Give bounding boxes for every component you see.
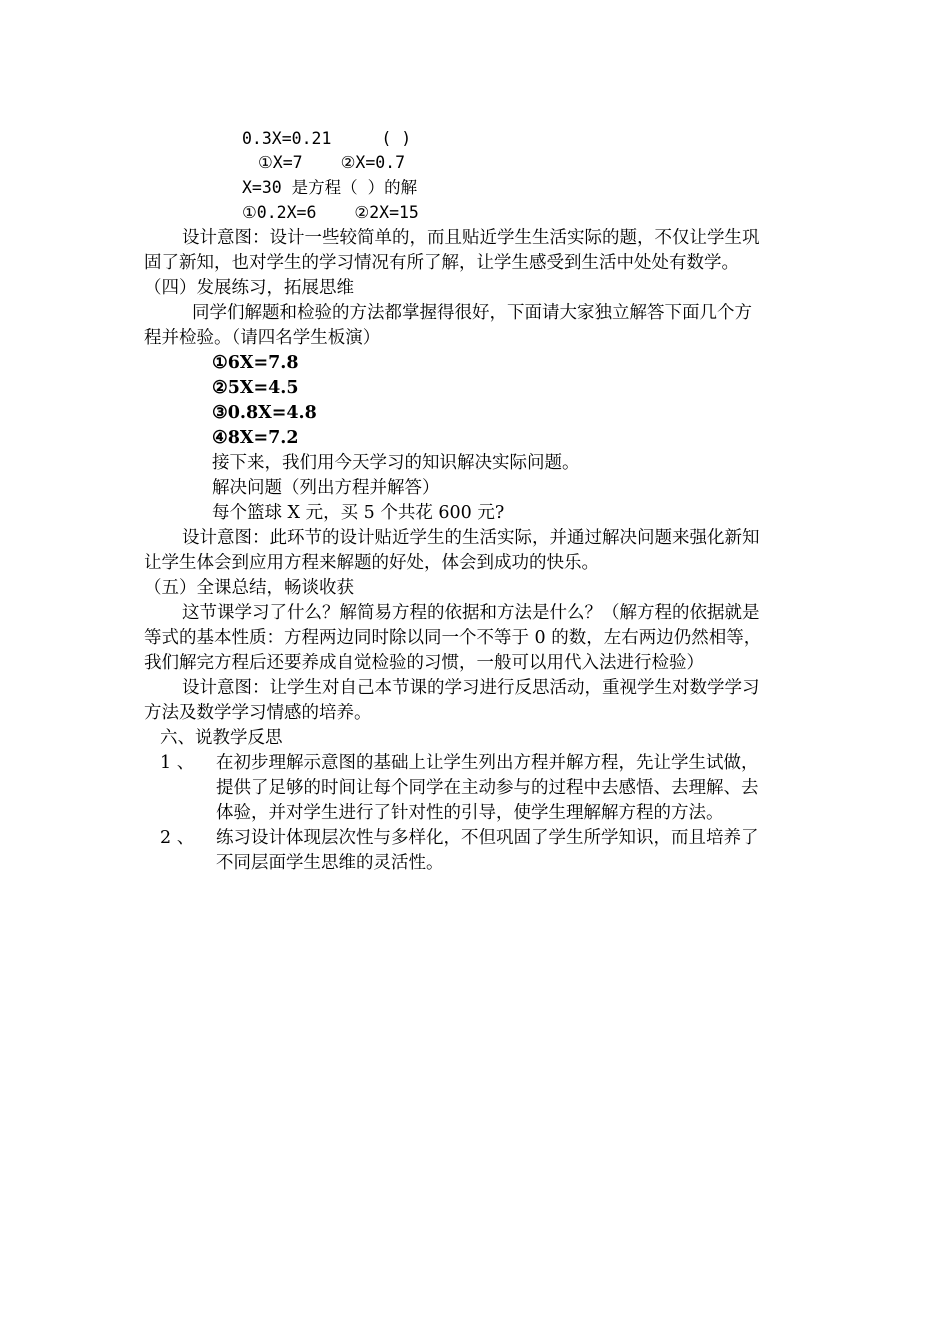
section-4-intro-line-2: 程并检验。（请四名学生板演） bbox=[144, 328, 381, 348]
design-intent-2-line-1: 设计意图：此环节的设计贴近学生的生活实际，并通过解决问题来强化新知 bbox=[182, 528, 760, 548]
section-6-heading: 六、说教学反思 bbox=[160, 728, 283, 748]
section-5-heading: （五）全课总结，畅谈收获 bbox=[144, 578, 354, 598]
section-5-paragraph-line-2: 等式的基本性质：方程两边同时除以同一个不等于 0 的数，左右两边仍然相等， bbox=[144, 628, 762, 648]
section-4-problem-title: 解决问题（列出方程并解答） bbox=[212, 478, 440, 498]
quiz-q1-options bbox=[258, 151, 405, 175]
design-intent-3-line-2: 方法及数学学习情感的培养。 bbox=[144, 703, 372, 723]
quiz-q2-option-b: ②2X=15 bbox=[354, 203, 419, 222]
reflection-1-number: 1 、 bbox=[160, 753, 195, 773]
equation-1: ①6X=7.8 bbox=[212, 353, 299, 373]
design-intent-3-line-1: 设计意图：让学生对自己本节课的学习进行反思活动，重视学生对数学学习 bbox=[182, 678, 760, 698]
reflection-1-line-1: 在初步理解示意图的基础上让学生列出方程并解方程，先让学生试做， bbox=[216, 753, 759, 773]
section-4-problem: 每个篮球 X 元，买 5 个共花 600 元? bbox=[212, 503, 505, 523]
reflection-2-line-2: 不同层面学生思维的灵活性。 bbox=[216, 853, 444, 873]
design-intent-1-line-2: 固了新知，也对学生的学习情况有所了解，让学生感受到生活中处处有数学。 bbox=[144, 253, 739, 273]
reflection-1-line-3: 体验，并对学生进行了针对性的引导，使学生理解解方程的方法。 bbox=[216, 803, 724, 823]
section-5-paragraph-line-1: 这节课学习了什么？解简易方程的依据和方法是什么？（解方程的依据就是 bbox=[182, 603, 760, 623]
section-4-heading: （四）发展练习，拓展思维 bbox=[144, 278, 354, 298]
section-4-intro-line-1: 同学们解题和检验的方法都掌握得很好，下面请大家独立解答下面几个方 bbox=[192, 303, 752, 323]
equation-4: ④8X=7.2 bbox=[212, 428, 299, 448]
quiz-q1-option-b: ②X=0.7 bbox=[340, 153, 406, 172]
reflection-2-number: 2 、 bbox=[160, 828, 195, 848]
design-intent-2-line-2: 让学生体会到应用方程来解题的好处，体会到成功的快乐。 bbox=[144, 553, 599, 573]
reflection-2-line-1: 练习设计体现层次性与多样化，不但巩固了学生所学知识，而且培养了 bbox=[216, 828, 759, 848]
quiz-q1-option-a: ①X=7 bbox=[258, 153, 303, 172]
reflection-1-line-2: 提供了足够的时间让每个同学在主动参与的过程中去感悟、去理解、去 bbox=[216, 778, 759, 798]
design-intent-1-line-1: 设计意图：设计一些较简单的，而且贴近学生生活实际的题，不仅让学生巩 bbox=[182, 228, 760, 248]
equation-2: ②5X=4.5 bbox=[212, 378, 299, 398]
quiz-q1 bbox=[242, 127, 411, 151]
quiz-q1-blank: ( ) bbox=[381, 129, 412, 148]
equation-3: ③0.8X=4.8 bbox=[212, 403, 317, 423]
quiz-q1-equation: 0.3X=0.21 bbox=[242, 129, 332, 148]
quiz-q2-option-a: ①0.2X=6 bbox=[242, 203, 317, 222]
quiz-q2-options bbox=[242, 201, 419, 225]
section-4-next: 接下来，我们用今天学习的知识解决实际问题。 bbox=[212, 453, 580, 473]
section-5-paragraph-line-3: 我们解完方程后还要养成自觉检验的习惯，一般可以用代入法进行检验） bbox=[144, 653, 704, 673]
quiz-q2: X=30 是方程（ ）的解 bbox=[242, 178, 418, 197]
